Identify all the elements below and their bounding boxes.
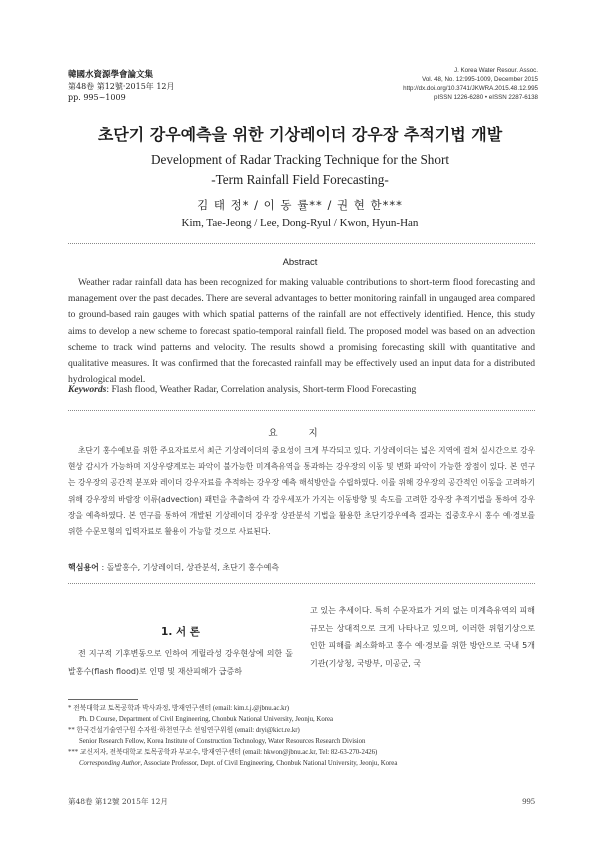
title-english — [0, 150, 600, 190]
footnote-rule — [68, 699, 138, 700]
footnote-3-label: Corresponding Author — [79, 760, 141, 767]
divider-bottom — [68, 583, 535, 584]
footnote-1-ko: * 전북대학교 토목공학과 박사과정, 방재연구센터 (email: kim.t.j.@jbnu.ac.kr) — [68, 705, 290, 712]
body-column-left — [68, 645, 293, 680]
korean-keywords-label: 핵심용어 — [68, 563, 99, 572]
korean-abstract-heading: 요 지 — [268, 428, 332, 439]
footnote-2-en: Senior Research Fellow, Korea Institute of Construction Technology, Water Resources Research Division — [79, 738, 366, 745]
footnote-3-text: , Associate Professor, Dept. of Civil Engineering, Chonbuk National University, Jeonju, Korea — [140, 760, 398, 767]
volume-en: Vol. 48, No. 12:995-1009, December 2015 — [422, 76, 538, 83]
body-column-right — [310, 602, 535, 672]
footnote-3-ko: *** 교신저자, 전북대학교 토목공학과 부교수, 방재연구센터 (email: hkwon@jbnu.ac.kr, Tel: 82-63-270-2426) — [68, 749, 378, 756]
page-range: pp. 995~1009 — [68, 93, 126, 102]
title-english-line2: -Term Rainfall Field Forecasting- — [211, 172, 389, 187]
korean-abstract-text — [68, 443, 535, 540]
journal-header-right — [403, 66, 538, 102]
volume-ko: 第48卷 第12號·2015年 12月 — [68, 82, 175, 91]
keywords-text: : Flash flood, Weather Radar, Correlation analysis, Short-term Flood Forecasting — [106, 384, 417, 395]
footer-volume: 第48卷 第12號 2015年 12月 — [68, 797, 168, 806]
journal-name-en: J. Korea Water Resour. Assoc. — [453, 67, 538, 74]
keywords — [68, 384, 538, 395]
abstract-paragraph: Weather radar rainfall data has been recognized for making valuable contributions to short-term flood forecasting and management over the past decades. There are several advantages to better monitoring rainfall in ungauged area compared to ground-based rain gauges with which spatial patterns of the rainfall are not effectively identified. Hence, this study aims to develop a new scheme to forecast spatio-temporal rainfall field. The proposed model was based on an advection scheme to track wind patterns and velocity. The results showd a promising forecasting skill with quantitative and qualitative measures. It was confirmed that the forecasted rainfall may be effectively used an input data for a distributed hydrological model. — [68, 277, 535, 386]
divider-middle — [68, 410, 535, 411]
body-left-paragraph: 전 지구적 기후변동으로 인하여 게릴라성 강우현상에 의한 돌발홍수(flash flood)로 인명 및 재산피해가 급증하 — [68, 649, 293, 676]
abstract-text — [68, 275, 535, 388]
footnotes — [68, 703, 548, 769]
page-number: 995 — [522, 796, 535, 806]
footnote-3-en — [68, 758, 548, 769]
korean-abstract-paragraph: 초단기 홍수예보를 위한 주요자료로서 최근 기상레이더의 중요성이 크게 부각되고 있다. 기상레이더는 넓은 지역에 걸쳐 실시간으로 강우현상 감시가 가능하며 지상우량계로는 파악이 불가능한 미계측유역을 통과하는 강우장의 이동 및 변화 파악이 가능한 장점이 있다. 본 연구는 강우장의 공간적 분포와 레이더 강우자료를 추적하는 강우장 예측 해석방안을 수립하였다. 이를 위해 강우장의 공간적인 이동을 고려하기 위해 강우장의 바람장 이류(advection) 패턴을 추출하여 각 강우세포가 가지는 이동방향 및 속도를 고려한 강우장 추적기법을 통하여 강우장을 예측하였다. 본 연구를 통하여 개발된 기상레이더 강우장 상관분석 기법을 활용한 초단기강우예측 결과는 집중호우시 홍수 예·경보를 위한 수문모형의 입력자료로 활용이 가능할 것으로 사료된다. — [68, 446, 535, 537]
section-title-introduction: 1. 서 론 — [161, 626, 200, 638]
title-korean: 초단기 강우예측을 위한 기상레이더 강우장 추적기법 개발 — [97, 125, 503, 144]
abstract-heading: Abstract — [282, 257, 318, 268]
korean-keywords-text: : 돌발홍수, 기상레이더, 상관분석, 초단기 홍수예측 — [98, 563, 280, 572]
issn: pISSN 1226-6280 • eISSN 2287-6138 — [434, 94, 538, 101]
body-right-paragraph: 고 있는 추세이다. 특히 수문자료가 거의 없는 미계측유역의 피해규모는 상대적으로 크게 나타나고 있으며, 이러한 위험기상으로 인한 피해를 최소화하고 홍수 예·경보를 위한 방안으로 국내 5개 기관(기상청, 국방부, 미공군, 국 — [310, 606, 535, 668]
title-english-line1: Development of Radar Tracking Technique for the Short — [150, 152, 450, 167]
footnote-2-ko: ** 한국건설기술연구원 수자원·하천연구소 선임연구위원 (email: dryi@kict.re.kr) — [68, 727, 300, 734]
authors-korean: 김 태 정* / 이 동 률** / 권 현 한*** — [197, 198, 403, 212]
journal-header-left — [68, 70, 175, 103]
doi-link[interactable]: http://dx.doi.org/10.3741/JKWRA.2015.48.12.995 — [403, 85, 538, 92]
footnote-1-en: Ph. D Course, Department of Civil Engineering, Chonbuk National University, Jeonju, Korea — [79, 716, 334, 723]
keywords-label: Keywords — [68, 384, 107, 395]
authors-english: Kim, Tae-Jeong / Lee, Dong-Ryul / Kwon, Hyun-Han — [181, 217, 419, 229]
divider-top — [68, 243, 535, 244]
korean-keywords — [68, 562, 538, 573]
journal-name-ko: 韓國水資源學會論文集 — [68, 70, 154, 80]
